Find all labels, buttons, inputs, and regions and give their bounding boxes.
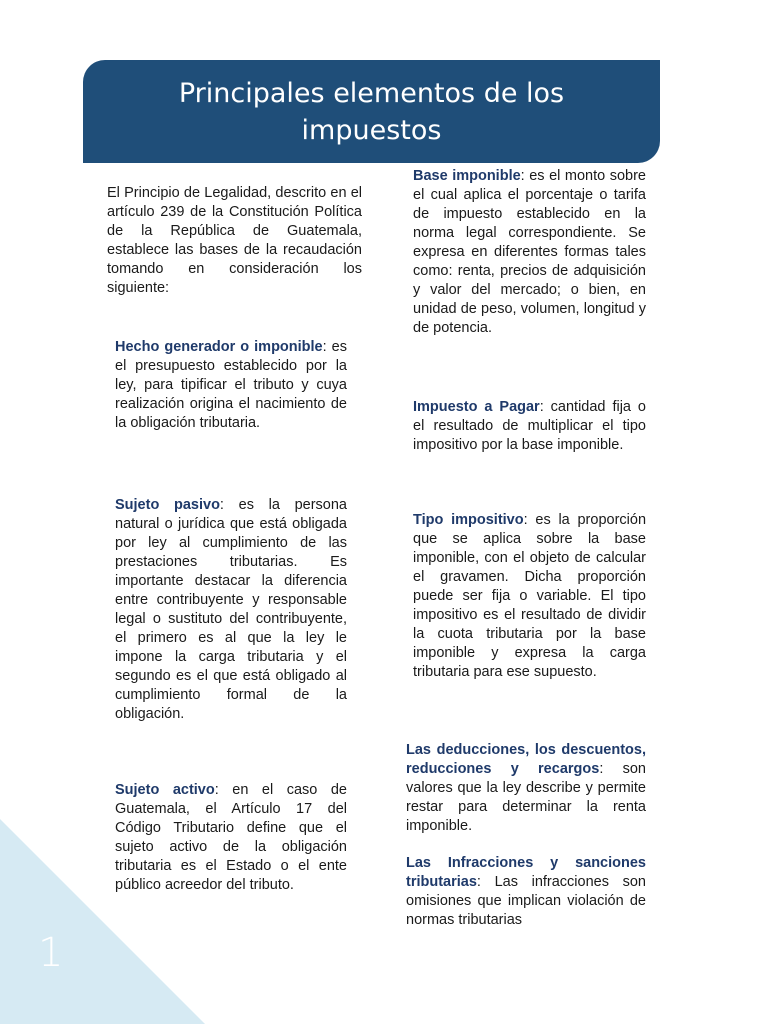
- sujeto-activo-text: : en el caso de Guatemala, el Artículo 17 del Código Tributario define que el sujeto activo de la obligación tributaria es el Estado o el ente público acreedor del tributo.: [115, 782, 347, 893]
- infracciones-paragraph: [406, 854, 646, 930]
- sujeto-pasivo-term: Sujeto pasivo: [115, 497, 220, 513]
- deducciones-term: Las deducciones, los descuentos, reducciones y recargos: [406, 742, 646, 777]
- sujeto-activo-paragraph: [115, 781, 347, 895]
- sujeto-pasivo-text: : es la persona natural o jurídica que está obligada por ley al cumplimiento de las prestaciones tributarias. Es importante destacar la diferencia entre contribuyente y responsable legal o sustituto del contribuyente, el primero es al que la ley le impone la carga tributaria y el segundo es el que está obligado al cumplimiento formal de la obligación.: [115, 497, 347, 722]
- deducciones-text: : son valores que la ley describe y permite restar para determinar la renta imponible.: [406, 761, 646, 834]
- hecho-generador-text: : es el presupuesto establecido por la ley, para tipificar el tributo y cuya realización origina el nacimiento de la obligación tributaria.: [115, 339, 347, 431]
- infracciones-term: Las Infracciones y sanciones tributarias: [406, 855, 646, 890]
- impuesto-pagar-term: Impuesto a Pagar: [413, 399, 540, 415]
- base-imponible-paragraph: [413, 167, 646, 338]
- tipo-impositivo-paragraph: [413, 511, 646, 682]
- hecho-generador-paragraph: [115, 338, 347, 433]
- base-imponible-text: : es el monto sobre el cual aplica el porcentaje o tarifa de impuesto establecido en la norma legal correspondiente. Se expresa en diferentes formas tales como: renta, precios de adquisición y valor del mercado; o bien, en unidad de peso, volumen, longitud y de potencia.: [413, 168, 646, 336]
- tipo-impositivo-text: : es la proporción que se aplica sobre la base imponible, con el objeto de calcular el gravamen. Dicha proporción puede ser fija o variable. El tipo impositivo es el resultado de dividir la cuota tributaria por la base imponible y expresa la carga tributaria para ese supuesto.: [413, 512, 647, 680]
- sujeto-pasivo-paragraph: [115, 496, 347, 724]
- intro-paragraph: [107, 184, 362, 298]
- deducciones-paragraph: [406, 741, 646, 836]
- tipo-impositivo-term: Tipo impositivo: [413, 512, 524, 528]
- page-title: Principales elementos de los impuestos: [178, 77, 565, 146]
- infracciones-text: : Las infracciones son omisiones que implican violación de normas tributarias: [406, 874, 646, 928]
- sujeto-activo-term: Sujeto activo: [115, 782, 215, 798]
- intro-text: El Principio de Legalidad, descrito en el artículo 239 de la Constitución Política de la República de Guatemala, establece las bases de la recaudación tomando en consideración los siguiente:: [107, 185, 362, 296]
- base-imponible-term: Base imponible: [413, 168, 521, 184]
- impuesto-pagar-paragraph: [413, 398, 646, 455]
- impuesto-pagar-text: : cantidad fija o el resultado de multiplicar el tipo impositivo por la base imponible.: [413, 399, 646, 453]
- title-banner: [83, 60, 660, 163]
- hecho-generador-term: Hecho generador o imponible: [115, 339, 323, 355]
- page-number: 1: [38, 930, 64, 976]
